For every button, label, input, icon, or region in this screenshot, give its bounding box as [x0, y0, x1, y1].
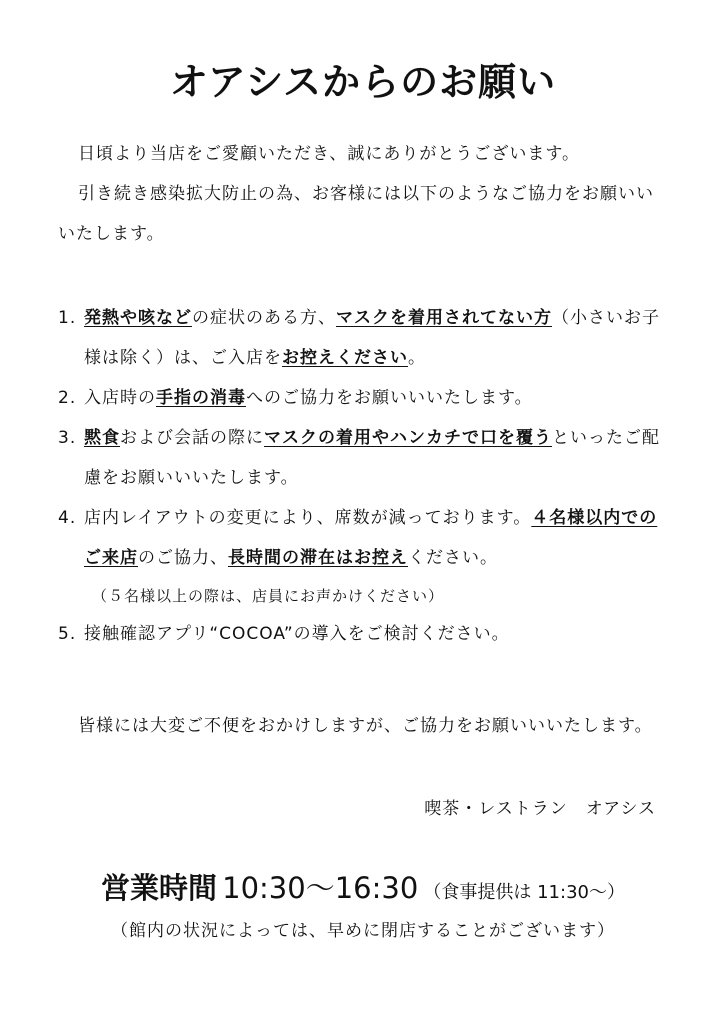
closing-message: 皆様には大変ご不便をおかけしますが、ご協力をお願いいいたします。 — [78, 716, 653, 736]
list-item-4 — [58, 498, 668, 614]
item-number: 3. — [58, 428, 77, 448]
emphasis-mask-wearing: マスクの着用やハンカチで口を覆う — [264, 428, 552, 448]
emphasis-symptoms: 発熱や咳など — [84, 308, 192, 328]
item-text — [84, 418, 668, 498]
list-item-2 — [58, 378, 668, 418]
request-list — [58, 298, 668, 654]
list-item-5 — [58, 614, 668, 654]
hours-time: 10:30～16:30 — [222, 871, 419, 905]
list-item-1 — [58, 298, 668, 378]
item-text — [84, 298, 668, 378]
item-text-part: といったご配慮をお願いいいたします。 — [84, 428, 660, 488]
hours-remark: （館内の状況によっては、早めに閉店することがございます） — [111, 921, 615, 941]
hours-note: （食事提供は 11:30～） — [423, 882, 625, 903]
item-text-part: 。 — [408, 348, 426, 368]
emphasis-refrain: お控えください — [282, 348, 408, 368]
item-text-part: のご協力、 — [138, 548, 228, 568]
list-item-3 — [58, 418, 668, 498]
item-text-part: へのご協力をお願いいいたします。 — [246, 388, 533, 408]
greeting-line: 日頃より当店をご愛顧いただき、誠にありがとうございます。 — [78, 144, 580, 164]
item-text — [84, 378, 668, 418]
item-note: （５名様以上の際は、店員にお声かけください） — [92, 587, 445, 605]
item-number: 1. — [58, 308, 77, 328]
item-text-part: および会話の際に — [120, 428, 264, 448]
emphasis-hand-sanitize: 手指の消毒 — [156, 388, 246, 408]
emphasis-group-size: ４名様以内でのご来店 — [84, 508, 658, 568]
emphasis-no-mask: マスクを着用されてない方 — [336, 308, 552, 328]
emphasis-silent-eating: 黙食 — [84, 428, 120, 448]
business-hours — [0, 866, 726, 907]
item-number: 2. — [58, 388, 77, 408]
hours-label: 営業時間 — [101, 871, 218, 905]
item-text-part: 店内レイアウトの変更により、席数が減っております。 — [84, 508, 532, 528]
item-number: 5. — [58, 624, 77, 644]
request-intro: 引き続き感染拡大防止の為、お客様には以下のようなご協力をお願いいいたします。 — [58, 184, 654, 244]
page-title: オアシスからのお願い — [169, 60, 557, 104]
item-text-part: （小さいお子様は除く）は、ご入店を — [84, 308, 660, 368]
emphasis-long-stay: 長時間の滞在はお控え — [228, 548, 408, 568]
signature: 喫茶・レストラン オアシス — [424, 799, 656, 819]
item-text — [84, 498, 668, 614]
item-text-part: ください。 — [408, 548, 498, 568]
item-number: 4. — [58, 508, 77, 528]
item-text-part: 入店時の — [84, 388, 156, 408]
item-text: 接触確認アプリ“COCOA”の導入をご検討ください。 — [84, 624, 510, 644]
item-text-part: の症状のある方、 — [192, 308, 336, 328]
